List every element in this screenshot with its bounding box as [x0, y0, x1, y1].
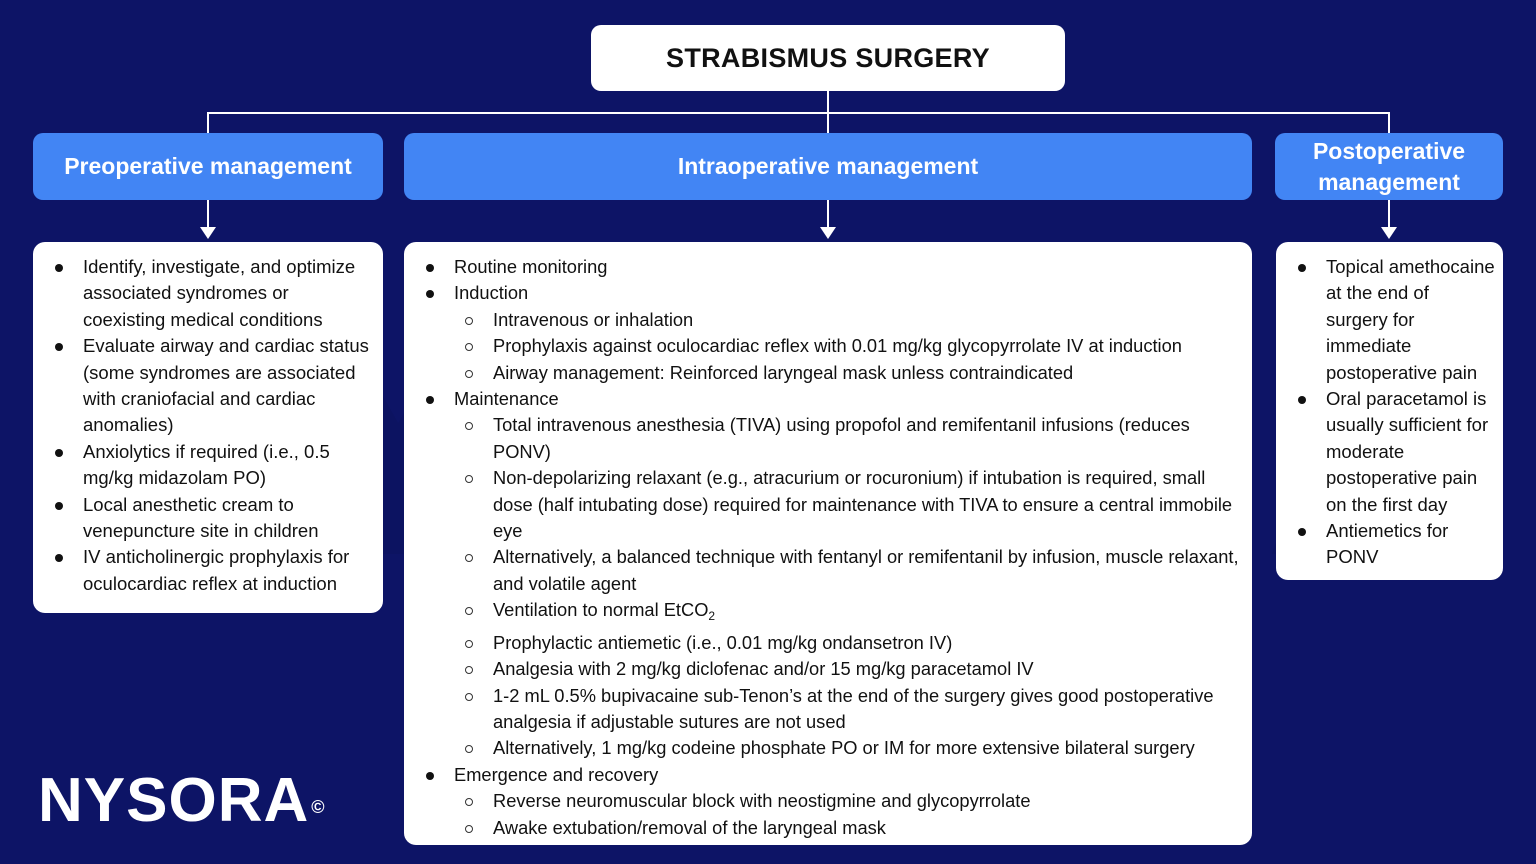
arrow-down-icon	[820, 227, 836, 239]
connector-right-drop	[1388, 112, 1390, 134]
sub-list-item: Total intravenous anesthesia (TIVA) using propofol and remifentanil infusions (reduces PONV)	[404, 412, 1240, 465]
connector-horizontal	[207, 112, 1390, 114]
list-item: Routine monitoring	[404, 254, 1240, 280]
card-preoperative	[33, 242, 383, 613]
list-item: Topical amethocaine at the end of surgery for immediate postoperative pain	[1276, 254, 1495, 386]
etco2-text: Ventilation to normal EtCO	[493, 599, 709, 621]
intraoperative-list	[404, 254, 1240, 841]
sub-list-item: Prophylactic antiemetic (i.e., 0.01 mg/kg ondansetron IV)	[404, 630, 1240, 656]
list-item: Evaluate airway and cardiac status (some syndromes are associated with craniofacial and cardiac anomalies)	[33, 333, 373, 439]
sub-list-item: Intravenous or inhalation	[404, 307, 1240, 333]
arrow-down-icon	[200, 227, 216, 239]
sub-list-item: Alternatively, 1 mg/kg codeine phosphate PO or IM for more extensive bilateral surgery	[404, 735, 1240, 761]
header-preoperative	[33, 133, 383, 200]
arrow-right-shaft	[1388, 200, 1390, 228]
list-item: Identify, investigate, and optimize associated syndromes or coexisting medical conditions	[33, 254, 373, 333]
header-intraoperative	[404, 133, 1252, 200]
list-item: Anxiolytics if required (i.e., 0.5 mg/kg midazolam PO)	[33, 439, 373, 492]
etco2-subscript: 2	[708, 609, 716, 624]
list-item: Local anesthetic cream to venepuncture site in children	[33, 492, 373, 545]
sub-list-item: Airway management: Reinforced laryngeal mask unless contraindicated	[404, 360, 1240, 386]
header-postoperative-label: Postoperative management	[1312, 137, 1466, 195]
connector-left-drop	[207, 112, 209, 134]
sub-list-item: 1-2 mL 0.5% bupivacaine sub-Tenon’s at the end of the surgery gives good postoperative analgesia if adjustable sutures are not used	[404, 683, 1240, 736]
sub-list-item	[404, 597, 1240, 629]
copyright-icon: ©	[311, 797, 326, 817]
logo-text: NYSORA	[38, 766, 310, 835]
preoperative-list	[33, 254, 373, 597]
header-postoperative	[1275, 133, 1503, 200]
header-intraoperative-label: Intraoperative management	[677, 153, 979, 179]
postoperative-list	[1276, 254, 1495, 571]
arrow-mid-shaft	[827, 200, 829, 228]
card-intraoperative	[404, 242, 1252, 845]
list-item: Antiemetics for PONV	[1276, 518, 1495, 571]
sub-list-item: Prophylaxis against oculocardiac reflex with 0.01 mg/kg glycopyrrolate IV at induction	[404, 333, 1240, 359]
diagram-title: STRABISMUS SURGERY	[591, 25, 1065, 91]
arrow-down-icon	[1381, 227, 1397, 239]
sub-list-item: Analgesia with 2 mg/kg diclofenac and/or 15 mg/kg paracetamol IV	[404, 656, 1240, 682]
arrow-left-shaft	[207, 200, 209, 228]
nysora-logo	[38, 766, 326, 835]
sub-list-item: Non-depolarizing relaxant (e.g., atracurium or rocuronium) if intubation is required, small dose (half intubating dose) required for maintenance with TIVA to ensure a central immobile eye	[404, 465, 1240, 544]
sub-list-item: Alternatively, a balanced technique with fentanyl or remifentanil by infusion, muscle relaxant, and volatile agent	[404, 544, 1240, 597]
card-postoperative	[1276, 242, 1503, 580]
list-item: Maintenance	[404, 386, 1240, 412]
header-preoperative-label: Preoperative management	[64, 153, 352, 179]
list-item: Emergence and recovery	[404, 762, 1240, 788]
sub-list-item: Awake extubation/removal of the laryngeal mask	[404, 815, 1240, 841]
list-item: IV anticholinergic prophylaxis for oculocardiac reflex at induction	[33, 544, 373, 597]
list-item: Induction	[404, 280, 1240, 306]
list-item: Oral paracetamol is usually sufficient for moderate postoperative pain on the first day	[1276, 386, 1495, 518]
sub-list-item: Reverse neuromuscular block with neostigmine and glycopyrrolate	[404, 788, 1240, 814]
